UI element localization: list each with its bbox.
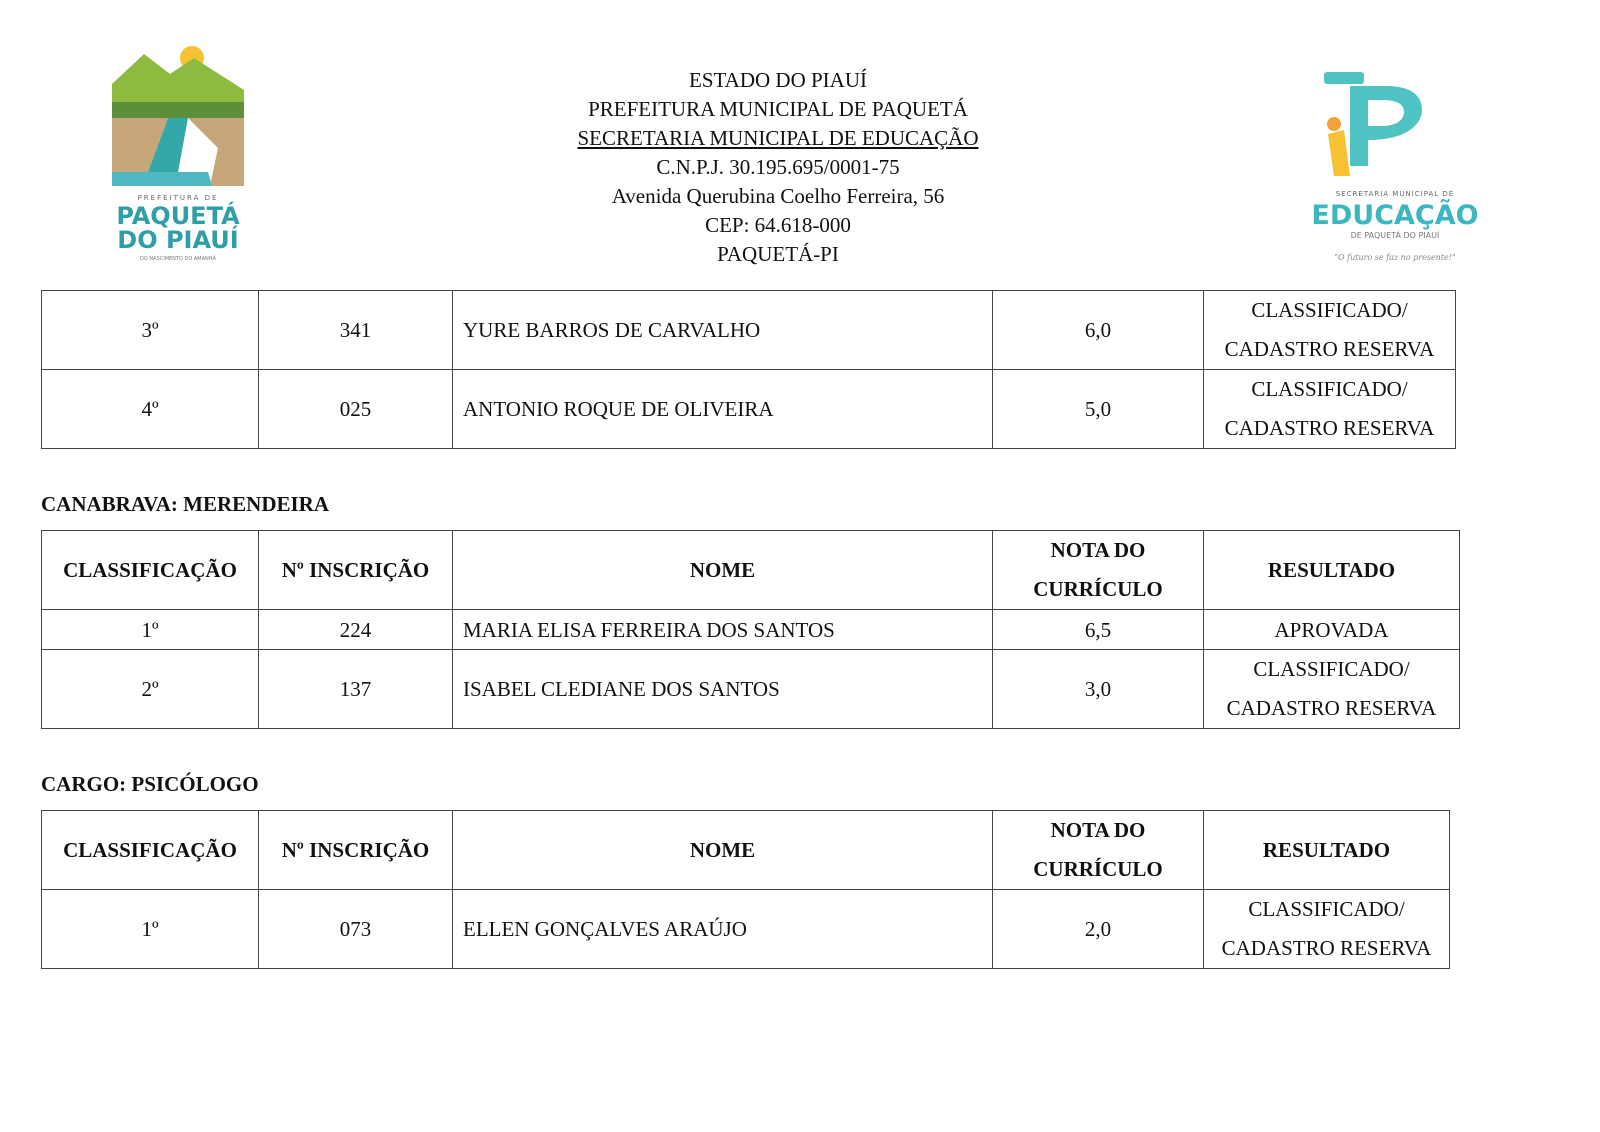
registration-cell: 224 xyxy=(259,610,453,650)
result-line-2: CADASTRO RESERVA xyxy=(1224,337,1435,361)
table-row xyxy=(42,610,1460,650)
classification-cell: 1º xyxy=(42,890,259,969)
svg-text:SECRETARIA MUNICIPAL DE: SECRETARIA MUNICIPAL DE xyxy=(1335,190,1455,198)
result-line-1: CLASSIFICADO/ xyxy=(1248,897,1405,921)
header-registration: Nº INSCRIÇÃO xyxy=(259,811,453,890)
table-row xyxy=(42,650,1460,729)
result-cell xyxy=(1204,291,1456,370)
name-cell: ELLEN GONÇALVES ARAÚJO xyxy=(453,890,993,969)
registration-cell: 341 xyxy=(259,291,453,370)
header-grade-line-1: NOTA DO xyxy=(1050,538,1146,562)
header-prefeitura: PREFEITURA MUNICIPAL DE PAQUETÁ xyxy=(588,97,968,121)
header-city: PAQUETÁ-PI xyxy=(717,242,839,266)
header-grade-line-2: CURRÍCULO xyxy=(1033,857,1163,881)
result-line-2: CADASTRO RESERVA xyxy=(1224,416,1435,440)
section-title-merendeira: CANABRAVA: MERENDEIRA xyxy=(41,492,330,516)
svg-text:DO PIAUÍ: DO PIAUÍ xyxy=(117,226,239,254)
secretaria-educacao-logo xyxy=(1310,66,1480,272)
header-grade-line-2: CURRÍCULO xyxy=(1033,577,1163,601)
header-grade xyxy=(993,811,1204,890)
result-cell xyxy=(1204,650,1460,729)
prefeitura-paqueta-logo xyxy=(108,44,248,266)
table-row xyxy=(42,370,1456,449)
header-state: ESTADO DO PIAUÍ xyxy=(689,68,867,92)
results-table-merendeira xyxy=(41,530,1460,729)
section-title-psicologo: CARGO: PSICÓLOGO xyxy=(41,772,259,796)
registration-cell: 073 xyxy=(259,890,453,969)
registration-cell: 137 xyxy=(259,650,453,729)
header-classification: CLASSIFICAÇÃO xyxy=(42,531,259,610)
registration-cell: 025 xyxy=(259,370,453,449)
result-line-1: CLASSIFICADO/ xyxy=(1251,377,1408,401)
header-cep: CEP: 64.618-000 xyxy=(705,213,851,237)
svg-text:PAQUETÁ: PAQUETÁ xyxy=(116,202,240,230)
classification-cell: 3º xyxy=(42,291,259,370)
classification-cell: 4º xyxy=(42,370,259,449)
grade-cell: 5,0 xyxy=(993,370,1204,449)
header-result: RESULTADO xyxy=(1204,531,1460,610)
header-name: NOME xyxy=(453,531,993,610)
header-result: RESULTADO xyxy=(1204,811,1450,890)
header-name: NOME xyxy=(453,811,993,890)
table-row xyxy=(42,291,1456,370)
header-secretaria: SECRETARIA MUNICIPAL DE EDUCAÇÃO xyxy=(577,126,979,150)
name-cell: YURE BARROS DE CARVALHO xyxy=(453,291,993,370)
svg-text:PREFEITURA DE: PREFEITURA DE xyxy=(137,194,219,202)
svg-text:DE PAQUETÁ DO PIAUÍ: DE PAQUETÁ DO PIAUÍ xyxy=(1350,231,1440,240)
name-cell: ANTONIO ROQUE DE OLIVEIRA xyxy=(453,370,993,449)
results-table-continued xyxy=(41,290,1456,449)
result-line-1: CLASSIFICADO/ xyxy=(1251,298,1408,322)
result-cell xyxy=(1204,370,1456,449)
header-registration: Nº INSCRIÇÃO xyxy=(259,531,453,610)
result-line-2: CADASTRO RESERVA xyxy=(1221,936,1432,960)
svg-text:DO NASCIMENTO DO AMANHÃ: DO NASCIMENTO DO AMANHÃ xyxy=(140,256,216,262)
header-grade-line-1: NOTA DO xyxy=(1050,818,1146,842)
results-table-psicologo xyxy=(41,810,1450,969)
name-cell: MARIA ELISA FERREIRA DOS SANTOS xyxy=(453,610,993,650)
svg-text:EDUCAÇÃO: EDUCAÇÃO xyxy=(1311,200,1479,231)
header-address: Avenida Querubina Coelho Ferreira, 56 xyxy=(611,184,945,208)
result-line-1: CLASSIFICADO/ xyxy=(1253,657,1410,681)
document-header xyxy=(500,66,1056,269)
result-cell xyxy=(1204,890,1450,969)
result-line-2: CADASTRO RESERVA xyxy=(1226,696,1437,720)
name-cell: ISABEL CLEDIANE DOS SANTOS xyxy=(453,650,993,729)
grade-cell: 3,0 xyxy=(993,650,1204,729)
header-cnpj: C.N.P.J. 30.195.695/0001-75 xyxy=(656,155,900,179)
header-grade xyxy=(993,531,1204,610)
result-cell: APROVADA xyxy=(1204,610,1460,650)
grade-cell: 2,0 xyxy=(993,890,1204,969)
grade-cell: 6,5 xyxy=(993,610,1204,650)
classification-cell: 2º xyxy=(42,650,259,729)
table-row xyxy=(42,890,1450,969)
header-row xyxy=(42,531,1460,610)
classification-cell: 1º xyxy=(42,610,259,650)
header-row xyxy=(42,811,1450,890)
grade-cell: 6,0 xyxy=(993,291,1204,370)
svg-text:"O futuro se faz no presente!": "O futuro se faz no presente!" xyxy=(1334,253,1456,262)
header-classification: CLASSIFICAÇÃO xyxy=(42,811,259,890)
